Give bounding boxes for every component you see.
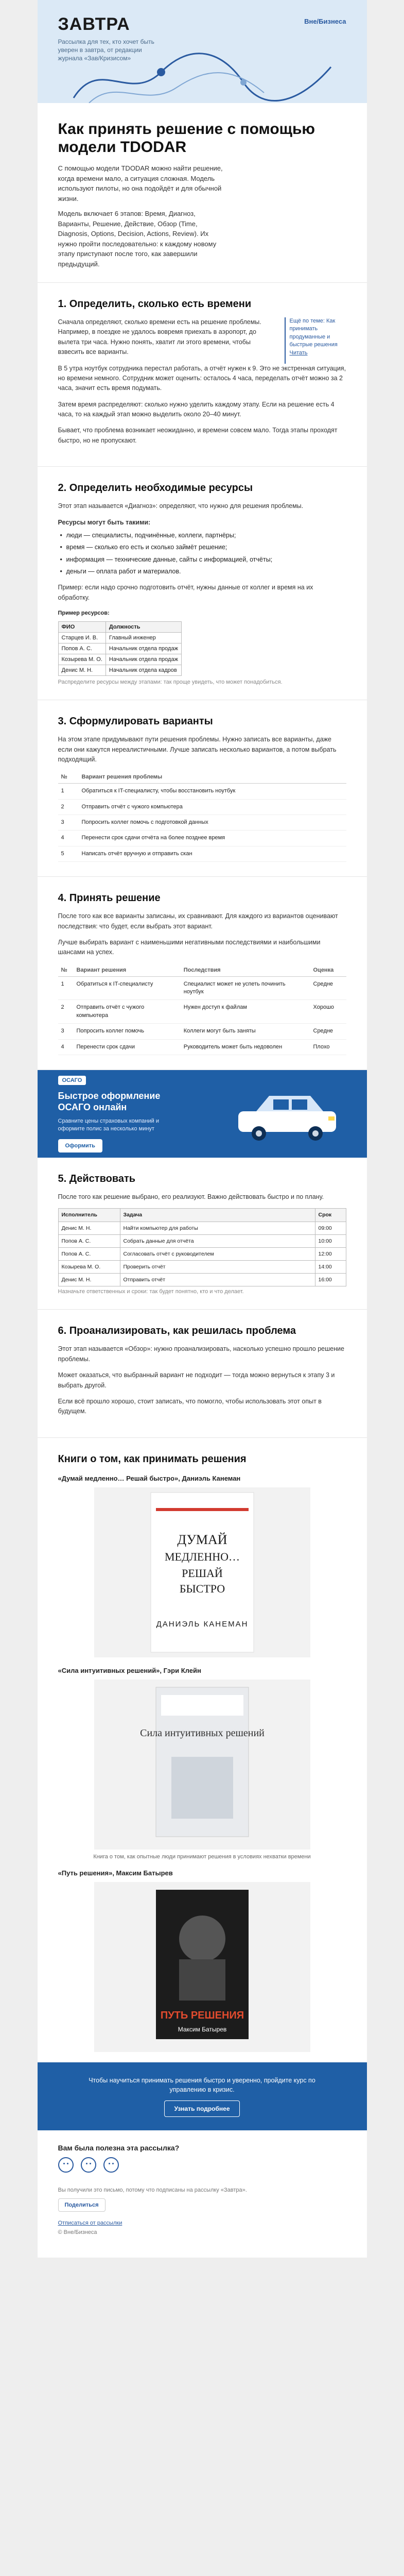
table-cell: Найти компьютер для работы	[120, 1222, 315, 1234]
book-title[interactable]: «Думай медленно… Решай быстро», Даниэль Канеман	[58, 1474, 241, 1482]
promo-description: Сравните цены страховых компаний и оформите полис за несколько минут	[58, 1117, 159, 1132]
section-main-text	[58, 317, 275, 364]
table-row	[58, 1247, 346, 1260]
related-note	[285, 317, 346, 364]
table-cell: 12:00	[315, 1247, 346, 1260]
unsubscribe-link[interactable]: Отписаться от рассылки	[58, 2219, 122, 2226]
section-title: 6. Проанализировать, как решилась проблема	[58, 1325, 296, 1337]
copyright: © Вне/Бизнеса	[58, 2229, 97, 2235]
list-item: • люди — специалисты, подчинённые, коллеги, партнёры;	[58, 531, 346, 540]
paragraph: Может оказаться, что выбранный вариант не подходит — тогда можно вернуться к этапу 3 и выбрать другой.	[58, 1371, 335, 1389]
article-intro	[38, 103, 367, 283]
table-cell: 5	[58, 846, 79, 861]
table-row	[58, 1274, 346, 1286]
paragraph: На этом этапе придумывают пути решения проблемы. Нужно записать все варианты, даже если они кажутся нереалистичными. Лучше записать несколько вариантов, а потом выбрать подходящий.	[58, 736, 337, 763]
book-cover-author: Максим Батырев	[178, 2025, 226, 2033]
table-row	[58, 784, 346, 799]
table-cell: Начальник отдела кадров	[106, 665, 181, 676]
paragraph: Сначала определяют, сколько времени есть на решение проблемы. Например, в поездке не удалось вовремя приехать в аэропорт, до вылета три часа. Нужно понять, хватит ли этого времени, чтобы взвесить все варианты.	[58, 318, 261, 356]
table-header-cell: Должность	[106, 622, 181, 633]
table-header-row	[58, 1209, 346, 1222]
table-cell: Старцев И. В.	[58, 633, 106, 643]
book-cover-title-line3: РЕШАЙ	[181, 1566, 223, 1580]
brand-link[interactable]: Вне/Бизнеса	[304, 18, 346, 25]
table-header-row	[58, 771, 346, 784]
book-cover-title: Сила интуитивных решений	[139, 1727, 265, 1739]
book-caption: Книга о том, как опытные люди принимают решения в условиях нехватки времени	[93, 1853, 311, 1860]
book-title[interactable]: «Путь решения», Максим Батырев	[58, 1869, 173, 1877]
section-decision	[38, 877, 367, 1070]
table-cell: Коллеги могут быть заняты	[181, 1024, 310, 1039]
book-cover-title: ПУТЬ РЕШЕНИЯ	[160, 2009, 244, 2021]
cta-text: Чтобы научиться принимать решения быстро и уверенно, пройдите курс по управлению в кризис.	[89, 2076, 315, 2093]
table-cell: Начальник отдела продаж	[106, 643, 181, 654]
table-cell: 1	[58, 784, 79, 799]
book-cover-kahneman[interactable]	[94, 1487, 310, 1657]
feedback-block	[38, 2130, 367, 2178]
table-header-cell: ФИО	[58, 622, 106, 633]
decision-table	[58, 964, 346, 1055]
paragraph: Бывает, что проблема возникает неожиданно, и времени совсем мало. Тогда этапы проходят быстро, но не пропускают.	[58, 427, 338, 444]
table-cell: Специалист может не успеть починить ноутбук	[181, 976, 310, 1000]
resources-list	[58, 531, 346, 577]
list-title: Ресурсы могут быть такими:	[58, 518, 151, 526]
footer-lines	[58, 2219, 346, 2237]
table-row	[58, 1039, 346, 1055]
table-row	[58, 846, 346, 861]
table-cell: 3	[58, 1024, 74, 1039]
newsletter-subtitle: Рассылка для тех, кто хочет быть уверен в завтра, от редакции журнала «Зав/Кризисом»	[58, 38, 154, 62]
section-time	[38, 283, 367, 467]
table-cell: Попов А. С.	[58, 1247, 120, 1260]
paragraph: Если всё прошло хорошо, стоит записать, что помогло, чтобы использовать этот опыт в будущем.	[58, 1397, 322, 1415]
book-cover-klein[interactable]	[94, 1680, 310, 1850]
table-header-cell: Срок	[315, 1209, 346, 1222]
table-row	[58, 665, 181, 676]
table-cell: Перенести срок сдачи отчёта на более позднее время	[79, 831, 346, 846]
feedback-smile-icon[interactable]	[58, 2157, 74, 2173]
books-section	[38, 1438, 367, 2062]
table-cell: Обратиться к IT-специалисту, чтобы восстановить ноутбук	[79, 784, 346, 799]
table-cell: 09:00	[315, 1222, 346, 1234]
table-cell: 2	[58, 799, 79, 815]
newsletter-logo: ЗАВТРА	[58, 14, 130, 34]
table-cell: Денис М. Н.	[58, 665, 106, 676]
table-row	[58, 1000, 346, 1024]
table-cell: 1	[58, 976, 74, 1000]
table-cell: 4	[58, 831, 79, 846]
table-cell: Начальник отдела продаж	[106, 654, 181, 665]
table-cell: Попов А. С.	[58, 643, 106, 654]
table-row	[58, 1234, 346, 1247]
section-columns	[58, 317, 346, 364]
table-row	[58, 1222, 346, 1234]
paragraph: В 5 утра ноутбук сотрудника перестал работать, а отчёт нужен к 9. Это не экстренная ситуация, но времени немного. Сотрудник может оценить: осталось 4 часа, переделать отчёт можно за 2 часа, значит есть время подумать.	[58, 364, 346, 392]
table-row	[58, 815, 346, 831]
table-row	[58, 976, 346, 1000]
table-cell: Козырева М. О.	[58, 1261, 120, 1274]
table-header-cell: №	[58, 964, 74, 977]
book-title[interactable]: «Сила интуитивных решений», Гэри Клейн	[58, 1666, 201, 1674]
table-cell: Попов А. С.	[58, 1234, 120, 1247]
book-cover-title-line1: ДУМАЙ	[177, 1532, 227, 1547]
feedback-sad-icon[interactable]	[103, 2157, 119, 2173]
book-cover-author: ДАНИЭЛЬ КАНЕМАН	[156, 1619, 248, 1629]
section-title: 1. Определить, сколько есть времени	[58, 298, 252, 310]
paragraph: Этот этап называется «Обзор»: нужно проанализировать, насколько успешно прошло решение проблемы.	[58, 1345, 344, 1363]
table-header-row	[58, 622, 181, 633]
list-item: • время — сколько его есть и сколько займёт решение;	[58, 543, 346, 552]
section-options	[38, 700, 367, 877]
table-cell: Денис М. Н.	[58, 1274, 120, 1286]
table-cell: 10:00	[315, 1234, 346, 1247]
section-title: 5. Действовать	[58, 1173, 136, 1185]
feedback-neutral-icon[interactable]	[81, 2157, 96, 2173]
resources-table	[58, 621, 182, 676]
table-cell: Главный инженер	[106, 633, 181, 643]
table-cell: Обратиться к IT-специалисту	[74, 976, 181, 1000]
article-title: Как принять решение с помощью модели TDODAR	[58, 121, 315, 156]
footer	[38, 2178, 367, 2258]
paragraph: Этот этап называется «Диагноз»: определяют, что нужно для решения проблемы.	[58, 502, 304, 510]
table-header-cell: Оценка	[310, 964, 346, 977]
table-cell: Отправить отчёт	[120, 1274, 315, 1286]
table-header-cell: Задача	[120, 1209, 315, 1222]
header-hero	[38, 0, 367, 103]
table-cell: Руководитель может быть недоволен	[181, 1039, 310, 1055]
section-title: 2. Определить необходимые ресурсы	[58, 482, 253, 494]
table-header-cell: №	[58, 771, 79, 784]
table-row	[58, 799, 346, 815]
table-cell: Попросить коллег помочь	[74, 1024, 181, 1039]
cta-button[interactable]: Узнать подробнее	[164, 2100, 239, 2117]
promo-banner[interactable]	[38, 1070, 367, 1158]
table-cell: Проверить отчёт	[120, 1261, 315, 1274]
section-actions	[38, 1158, 367, 1310]
table-hint: Распределите ресурсы между этапами: так проще увидеть, что может понадобиться.	[58, 679, 283, 686]
table-hint: Назначьте ответственных и сроки: так будет понятно, кто и что делает.	[58, 1289, 244, 1295]
promo-badge: ОСАГО	[58, 1076, 86, 1085]
paragraph: Пример: если надо срочно подготовить отчёт, нужны данные от коллег и время на их обработку.	[58, 584, 313, 601]
table-row	[58, 1024, 346, 1039]
paragraph: После того как решение выбрано, его реализуют. Важно действовать быстро и по плану.	[58, 1193, 324, 1201]
table-row	[58, 633, 181, 643]
table-cell: 14:00	[315, 1261, 346, 1274]
table-row	[58, 643, 181, 654]
table-caption: Пример ресурсов:	[58, 610, 110, 617]
table-header-cell: Вариант решения проблемы	[79, 771, 346, 784]
newsletter-sheet	[38, 0, 367, 2258]
footer-text: Вы получили это письмо, потому что подписаны на рассылку «Завтра».	[58, 2187, 247, 2193]
section-title: 3. Сформулировать варианты	[58, 716, 213, 727]
table-cell: Попросить коллег помочь с подготовкой данных	[79, 815, 346, 831]
table-row	[58, 1261, 346, 1274]
paragraph: Лучше выбирать вариант с наименьшими негативными последствиями и наибольшими шансами на успех.	[58, 938, 321, 956]
table-cell: Перенести срок сдачи	[74, 1039, 181, 1055]
table-cell: Хорошо	[310, 1000, 346, 1024]
table-header-row	[58, 964, 346, 977]
feedback-question: Вам была полезна эта рассылка?	[58, 2143, 180, 2152]
table-row	[58, 654, 181, 665]
book-cover-title-line4: БЫСТРО	[179, 1582, 225, 1595]
table-cell: Плохо	[310, 1039, 346, 1055]
book-cover-batyrev[interactable]	[94, 1882, 310, 2052]
hero-illustration	[68, 46, 336, 103]
section-title: 4. Принять решение	[58, 892, 161, 904]
table-cell: 2	[58, 1000, 74, 1024]
table-cell: Собрать данные для отчёта	[120, 1234, 315, 1247]
table-cell: Средне	[310, 1024, 346, 1039]
intro-paragraph: С помощью модели TDODAR можно найти решение, когда времени мало, а ситуация сложная. Модель используют пилоты, но она подойдёт и для обычной жизни.	[58, 164, 223, 202]
related-note-text: Ещё по теме: Как принимать продуманные и быстрые решения	[289, 318, 338, 348]
car-illustration	[228, 1083, 346, 1145]
section-title: Книги о том, как принимать решения	[58, 1453, 247, 1465]
table-cell: Средне	[310, 976, 346, 1000]
table-cell: Отправить отчёт с чужого компьютера	[74, 1000, 181, 1024]
related-note-link[interactable]: Читать	[289, 349, 308, 356]
list-item: • информация — технические данные, сайты с информацией, отчёты;	[58, 555, 346, 565]
share-button[interactable]: Поделиться	[58, 2198, 106, 2212]
table-cell: 3	[58, 815, 79, 831]
table-cell: 4	[58, 1039, 74, 1055]
table-cell: Согласовать отчёт с руководителем	[120, 1247, 315, 1260]
table-row	[58, 831, 346, 846]
table-header-cell: Вариант решения	[74, 964, 181, 977]
intro-paragraph-2: Модель включает 6 этапов: Время, Диагноз, Варианты, Решение, Действие, Обзор (Time, Diagnosis, Options, Decision, Actions, Review). Их нужно пройти последовательно: к каждому новому этапу приступают после того, как завершили предыдущий.	[58, 210, 217, 268]
paragraph: После того как все варианты записаны, их сравнивают. Для каждого из вариантов оценивают последствия: что будет, если выбрать этот вариант.	[58, 912, 338, 930]
table-cell: Написать отчёт вручную и отправить скан	[79, 846, 346, 861]
table-cell: Денис М. Н.	[58, 1222, 120, 1234]
promo-text	[58, 1075, 182, 1153]
table-cell: Отправить отчёт с чужого компьютера	[79, 799, 346, 815]
section-resources	[38, 467, 367, 700]
promo-button[interactable]: Оформить	[58, 1139, 102, 1153]
actions-table	[58, 1208, 346, 1286]
promo-title: Быстрое оформление ОСАГО онлайн	[58, 1090, 161, 1113]
table-cell: Нужен доступ к файлам	[181, 1000, 310, 1024]
book-cover-title-line2: МЕДЛЕННО…	[164, 1550, 240, 1563]
feedback-options	[58, 2157, 346, 2173]
table-cell: 16:00	[315, 1274, 346, 1286]
paragraph: Затем время распределяют: сколько нужно уделить каждому этапу. Если на решение есть 4 часа, то на каждый этап можно выделить около 20–40 минут.	[58, 400, 335, 418]
table-header-cell: Исполнитель	[58, 1209, 120, 1222]
table-cell: Козырева М. О.	[58, 654, 106, 665]
section-review	[38, 1310, 367, 1437]
options-table	[58, 771, 346, 862]
table-header-cell: Последствия	[181, 964, 310, 977]
cta-block	[38, 2062, 367, 2130]
list-item: • деньги — оплата работ и материалов.	[58, 567, 346, 577]
